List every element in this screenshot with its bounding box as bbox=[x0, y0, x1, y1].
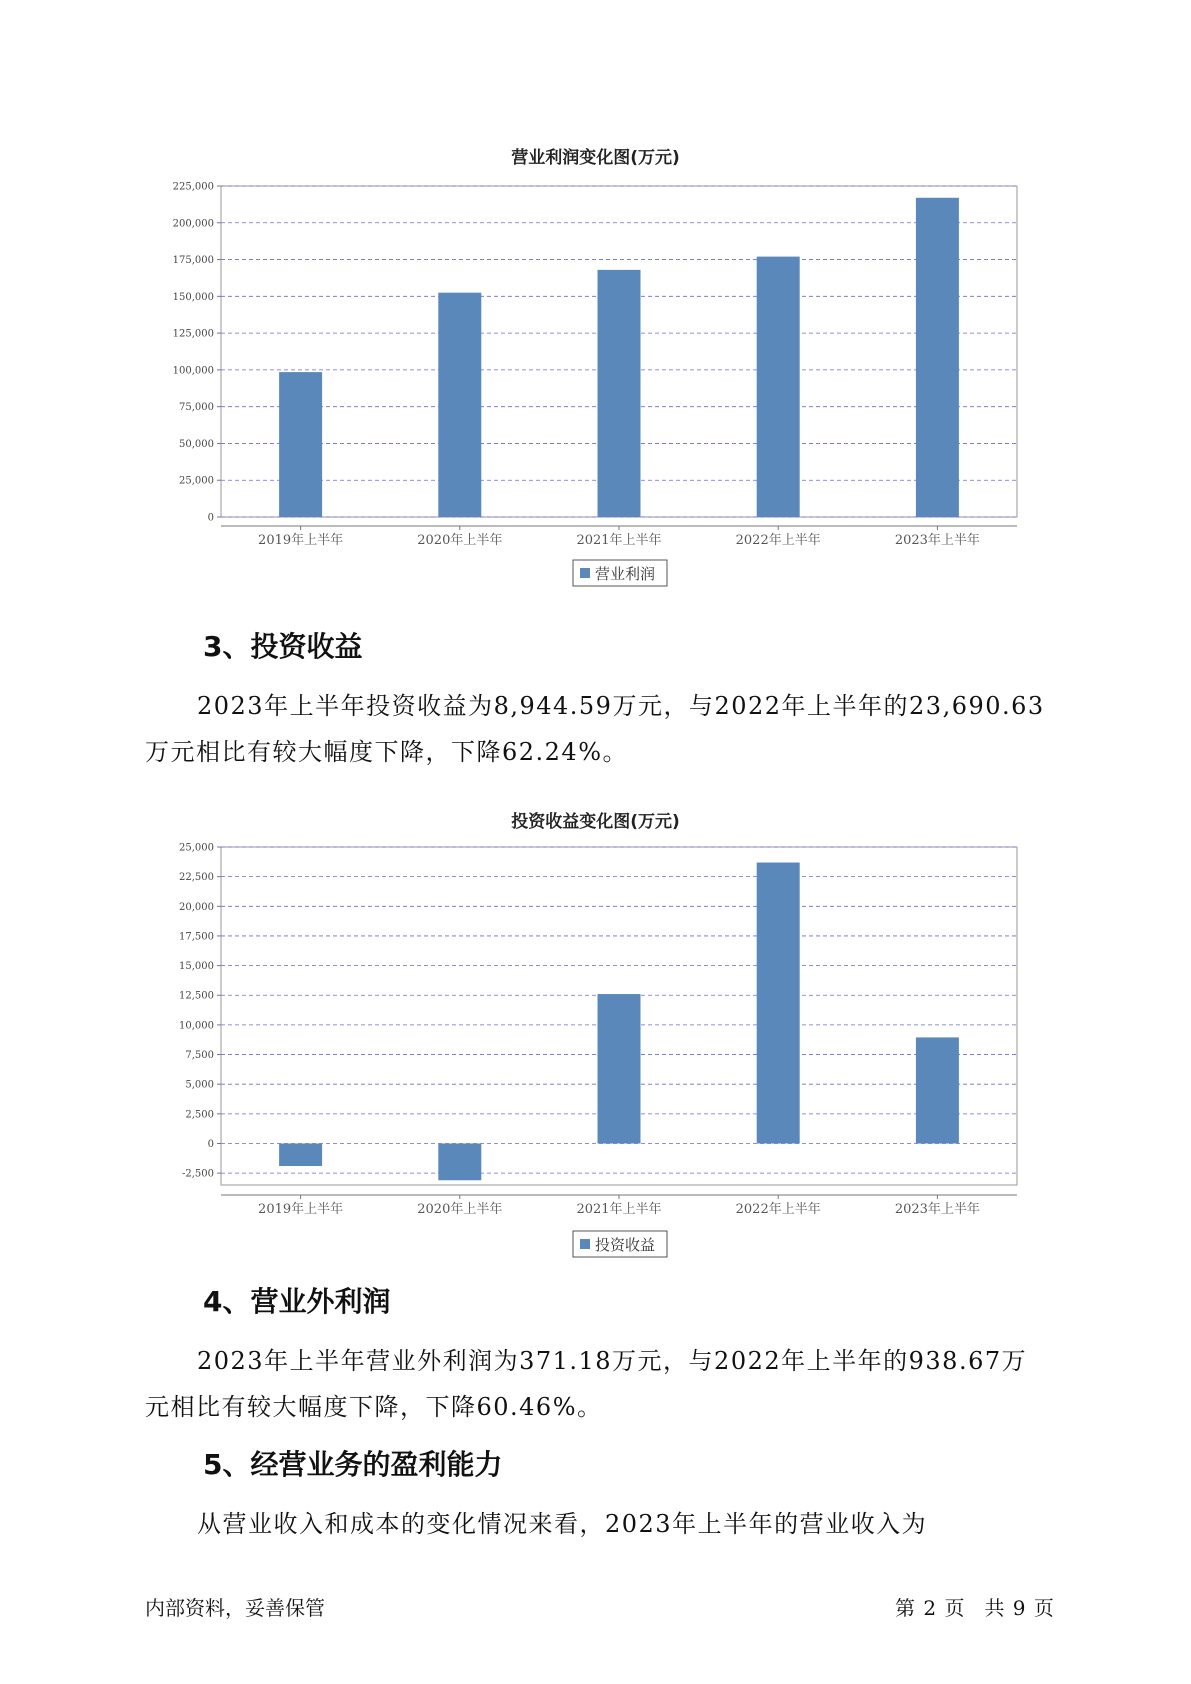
section-4-line2: 元相比有较大幅度下降，下降60.46%。 bbox=[145, 1393, 603, 1421]
bar bbox=[757, 257, 800, 517]
y-tick-label: 0 bbox=[207, 1138, 214, 1150]
y-tick-label: 20,000 bbox=[179, 901, 214, 913]
y-tick-label: 0 bbox=[207, 512, 214, 524]
x-tick-label: 2020年上半年 bbox=[417, 533, 503, 548]
y-tick-label: 225,000 bbox=[172, 181, 214, 193]
section-5-heading: 5、经营业务的盈利能力 bbox=[203, 1448, 503, 1481]
x-tick-label: 2019年上半年 bbox=[258, 1202, 344, 1217]
y-tick-label: 50,000 bbox=[179, 438, 214, 450]
bar bbox=[757, 863, 800, 1144]
bar bbox=[916, 198, 959, 517]
section-3-paragraph bbox=[145, 683, 1065, 775]
chart1-title: 营业利润变化图(万元) bbox=[511, 148, 680, 168]
x-tick-label: 2022年上半年 bbox=[735, 533, 821, 548]
y-tick-label: 125,000 bbox=[172, 328, 214, 340]
chart2-title: 投资收益变化图(万元) bbox=[511, 812, 680, 832]
footer-page-number: 第 2 页 共 9 页 bbox=[895, 1596, 1054, 1620]
x-tick-label: 2023年上半年 bbox=[894, 1202, 980, 1217]
legend bbox=[573, 560, 667, 586]
y-tick-label: 22,500 bbox=[179, 872, 214, 884]
investment-income-chart bbox=[0, 833, 1191, 1253]
footer-left: 内部资料，妥善保管 bbox=[145, 1596, 325, 1620]
y-tick-label: 25,000 bbox=[179, 842, 214, 854]
bar bbox=[279, 372, 322, 517]
x-tick-label: 2021年上半年 bbox=[576, 1202, 662, 1217]
y-tick-label: 25,000 bbox=[179, 475, 214, 487]
section-5-paragraph bbox=[145, 1501, 1065, 1547]
y-tick-label: 100,000 bbox=[172, 365, 214, 377]
bar bbox=[438, 1143, 481, 1180]
y-tick-label: 2,500 bbox=[185, 1109, 214, 1121]
x-tick-label: 2022年上半年 bbox=[735, 1202, 821, 1217]
x-tick-label: 2020年上半年 bbox=[417, 1202, 503, 1217]
bar bbox=[279, 1143, 322, 1166]
section-4-paragraph bbox=[145, 1338, 1065, 1430]
legend-label: 营业利润 bbox=[595, 565, 656, 583]
y-tick-label: -2,500 bbox=[181, 1168, 214, 1180]
legend-label: 投资收益 bbox=[595, 1236, 656, 1254]
section-3-line1: 2023年上半年投资收益为8,944.59万元，与2022年上半年的23,690.63 bbox=[197, 692, 1045, 720]
y-tick-label: 175,000 bbox=[172, 255, 214, 267]
y-tick-label: 75,000 bbox=[179, 402, 214, 414]
y-tick-label: 15,000 bbox=[179, 961, 214, 973]
bar bbox=[598, 270, 641, 517]
y-tick-label: 17,500 bbox=[179, 931, 214, 943]
y-tick-label: 200,000 bbox=[172, 218, 214, 230]
bar bbox=[438, 293, 481, 517]
legend bbox=[573, 1231, 667, 1257]
bar bbox=[916, 1037, 959, 1143]
x-tick-label: 2021年上半年 bbox=[576, 533, 662, 548]
bar bbox=[598, 994, 641, 1143]
y-tick-label: 5,000 bbox=[185, 1079, 214, 1091]
section-4-line1: 2023年上半年营业外利润为371.18万元，与2022年上半年的938.67万 bbox=[197, 1347, 1028, 1375]
y-tick-label: 12,500 bbox=[179, 990, 214, 1002]
x-tick-label: 2023年上半年 bbox=[894, 533, 980, 548]
x-tick-label: 2019年上半年 bbox=[258, 533, 344, 548]
legend-swatch bbox=[580, 568, 590, 578]
y-tick-label: 10,000 bbox=[179, 1020, 214, 1032]
section-3-line2: 万元相比有较大幅度下降，下降62.24%。 bbox=[145, 738, 629, 766]
operating-profit-chart bbox=[0, 170, 1191, 590]
y-tick-label: 7,500 bbox=[185, 1050, 214, 1062]
section-5-line1: 从营业收入和成本的变化情况来看，2023年上半年的营业收入为 bbox=[197, 1510, 928, 1538]
section-3-heading: 3、投资收益 bbox=[203, 630, 363, 663]
y-tick-label: 150,000 bbox=[172, 291, 214, 303]
section-4-heading: 4、营业外利润 bbox=[203, 1285, 391, 1318]
legend-swatch bbox=[580, 1239, 590, 1249]
